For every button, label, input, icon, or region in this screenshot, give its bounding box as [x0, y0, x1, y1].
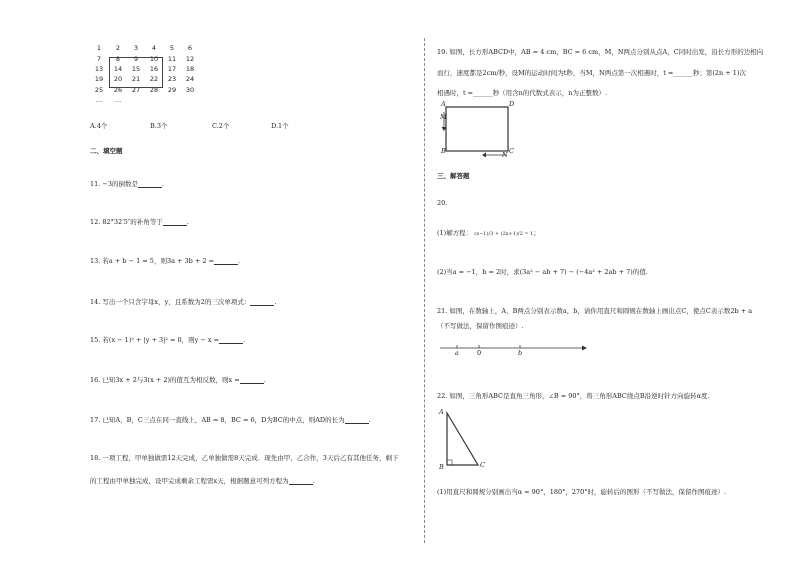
question-14: 14. 写出一个只含字母x，y，且系数为2的三次单项式： . [90, 298, 277, 306]
grid-cell: 27 [131, 86, 141, 94]
question-21-line2: （不写做法，保留作图痕迹）. [437, 322, 524, 330]
grid-cell: 14 [113, 65, 123, 73]
grid-cell: 9 [133, 55, 139, 63]
grid-cell: 13 [94, 65, 104, 73]
question-19-line1: 19. 如图，长方形ABCD中，AB = 4 cm，BC = 6 cm，M，N两点分别从点A，C同时出发，沿长方形的边相向 [437, 48, 764, 56]
question-22-1: (1)用直尺和圆规分别画出当α = 90°，180°，270°时，旋转后的图形（不写做法，保留作图痕迹）. [437, 488, 727, 496]
grid-cell: 21 [131, 75, 141, 83]
grid-cell: 3 [133, 44, 139, 52]
section-fill-heading: 二、填空题 [90, 147, 123, 155]
question-19-line3: 相遇时，t =______秒（用含n的代数式表示，n为正整数）. [437, 89, 608, 97]
grid-cell: … [114, 96, 122, 104]
grid-cell: 30 [185, 86, 195, 94]
grid-cell: 28 [149, 86, 159, 94]
grid-cell: 26 [113, 86, 123, 94]
grid-cell: 25 [94, 86, 104, 94]
grid-cell: 7 [96, 55, 102, 63]
triangle-label-b: B [439, 463, 444, 471]
question-16: 16. 已知3x + 2与3(x + 2)的值互为相反数，则x = . [90, 376, 266, 384]
grid-cell: … [95, 96, 103, 104]
choice-a: A.4个 [90, 122, 108, 130]
triangle-label-a: A [439, 408, 444, 416]
grid-cell: 23 [167, 75, 177, 83]
grid-cell: 4 [151, 44, 157, 52]
question-20-1: (1)解方程： (x−1)/3 + (2x+1)/2 = 1； [437, 229, 540, 237]
question-20-2: (2)当a = −1，b = 2时，求(3a² − ab + 7) − (−4a² + 2ab + 7)的值. [437, 268, 648, 276]
grid-cell: 2 [115, 44, 121, 52]
grid-cell: 17 [167, 65, 177, 73]
question-21-line1: 21. 如图，在数轴上，A，B两点分别表示数a，b，请你用直尺和圆规在数轴上画出点C，使点C表示数2b + a [437, 307, 753, 315]
grid-cell: 22 [149, 75, 159, 83]
numberline-label-0: 0 [477, 349, 482, 357]
grid-cell: 20 [113, 75, 123, 83]
column-divider [424, 38, 425, 543]
question-19-line2: 而行，速度都是2cm/秒，设M的运动时间为t秒，当M，N两点第一次相遇时，t =______秒；第(2n + 1)次 [437, 69, 746, 77]
question-13: 13. 若a + b − 1 = 5，则3a + 3b + 2 = . [90, 257, 241, 265]
question-12: 12. 82°32′5″的补角等于 . [90, 218, 189, 226]
question-17: 17. 已知A，B，C三点在同一直线上，AB = 8，BC = 6，D为BC的中点，则AD的长为 . [90, 416, 371, 424]
grid-cell: 24 [185, 75, 195, 83]
question-15: 15. 若(x − 1)² + |y + 3|² = 0，则y − x = . [90, 336, 246, 344]
grid-cell: 15 [131, 65, 141, 73]
grid-cell: 19 [94, 75, 104, 83]
grid-cell: 12 [185, 55, 195, 63]
rect-label-a: A [441, 100, 446, 108]
section-answer-heading: 三、解答题 [437, 172, 470, 180]
question-20: 20. [437, 199, 448, 207]
rect-label-c: C [509, 147, 514, 155]
choice-b: B.3个 [150, 122, 168, 130]
rect-label-n: N [502, 151, 508, 159]
question-22: 22. 如图，三角形ABC是直角三角形，∠B = 90°，将三角形ABC绕点B沿逆时针方向旋转α度. [437, 392, 710, 400]
rect-label-d: D [509, 100, 515, 108]
question-18-line1: 18. 一项工程，甲单独做需12天完成，乙单独做需8天完成．现先由甲、乙合作，3天后乙有其他任务，剩下 [90, 454, 399, 462]
question-18-line2: 的工程由甲单独完成，设甲完成剩余工程需x天，根据题意可列方程为 . [90, 477, 315, 485]
question-11: 11. −3的倒数是 . [90, 180, 165, 188]
grid-selection-box [109, 57, 163, 88]
grid-cell: 18 [185, 65, 195, 73]
grid-cell: 16 [149, 65, 159, 73]
grid-cell: 11 [167, 55, 177, 63]
grid-cell: 6 [187, 44, 193, 52]
choice-c: C.2个 [212, 122, 230, 130]
grid-cell: 5 [169, 44, 175, 52]
triangle-label-c: C [480, 461, 485, 469]
grid-cell: 29 [167, 86, 177, 94]
numberline-label-a: a [455, 349, 459, 357]
rect-label-b: B [441, 147, 446, 155]
grid-cell: 10 [149, 55, 159, 63]
choice-d: D.1个 [271, 122, 289, 130]
numberline-label-b: b [518, 349, 523, 357]
grid-cell: 1 [96, 44, 102, 52]
grid-cell: 8 [115, 55, 121, 63]
number-line [440, 340, 590, 360]
rect-label-m: M [440, 113, 447, 121]
